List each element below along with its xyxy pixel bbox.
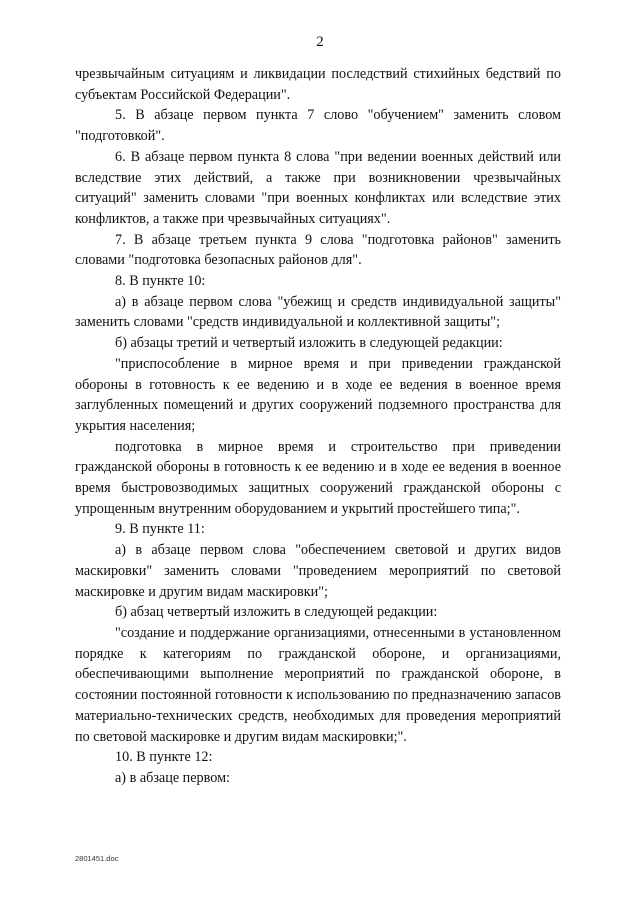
paragraph-quote-shelter: "приспособление в мирное время и при приведении гражданской обороны в готовность к ее ведению и в ходе ее ведения в военное время заглубленных помещений и других сооружений подземного пространства для укрытия населения; <box>75 355 561 434</box>
paragraph-continuation: чрезвычайным ситуациям и ликвидации последствий стихийных бедствий по субъектам Российской Федерации". <box>75 66 561 103</box>
page-number: 2 <box>316 34 324 50</box>
file-name-footer: 2801451.doc <box>75 854 119 863</box>
paragraph-item-8a: а) в абзаце первом слова "убежищ и средств индивидуальной защиты" заменить словами "средств индивидуальной и коллективной защиты"; <box>75 293 561 331</box>
paragraph-item-9: 9. В пункте 11: <box>115 521 205 538</box>
paragraph-quote-reserves: "создание и поддержание организациями, отнесенными в установленном порядке к категориям по гражданской обороне, и организациями, обеспечивающими выполнение мероприятий по гражданской обороне, в состоянии постоянной готовности к использованию по предназначению запасов материально-технических средств, необходимых для проведения мероприятий по световой маскировке и другим видам маскировки;". <box>75 624 561 745</box>
paragraph-item-9b: б) абзац четвертый изложить в следующей редакции: <box>115 604 438 621</box>
paragraph-item-7: 7. В абзаце третьем пункта 9 слова "подготовка районов" заменить словами "подготовка безопасных районов для". <box>75 231 561 269</box>
paragraph-quote-construction: подготовка в мирное время и строительство при приведении гражданской обороны в готовность к ее ведению и в ходе ее ведения в военное время быстровозводимых защитных сооружений гражданской обороны с упрощенным внутренним оборудованием и укрытий простейшего типа;". <box>75 438 561 517</box>
paragraph-item-9a: а) в абзаце первом слова "обеспечением световой и других видов маскировки" заменить словами "проведением мероприятий по световой маскировке и другим видам маскировки"; <box>75 542 561 600</box>
paragraph-item-5: 5. В абзаце первом пункта 7 слово "обучением" заменить словом "подготовкой". <box>75 107 561 145</box>
paragraph-item-10: 10. В пункте 12: <box>115 749 213 766</box>
paragraph-item-8b: б) абзацы третий и четвертый изложить в следующей редакции: <box>115 335 503 352</box>
document-body <box>75 64 561 789</box>
paragraph-item-10a: а) в абзаце первом: <box>115 769 230 786</box>
paragraph-item-6: 6. В абзаце первом пункта 8 слова "при ведении военных действий или вследствие этих действий, а также при возникновении чрезвычайных ситуаций" заменить словами "при военных конфликтах или вследствие этих конфликтов, а также при чрезвычайных ситуациях". <box>75 148 561 227</box>
paragraph-item-8: 8. В пункте 10: <box>115 273 206 290</box>
